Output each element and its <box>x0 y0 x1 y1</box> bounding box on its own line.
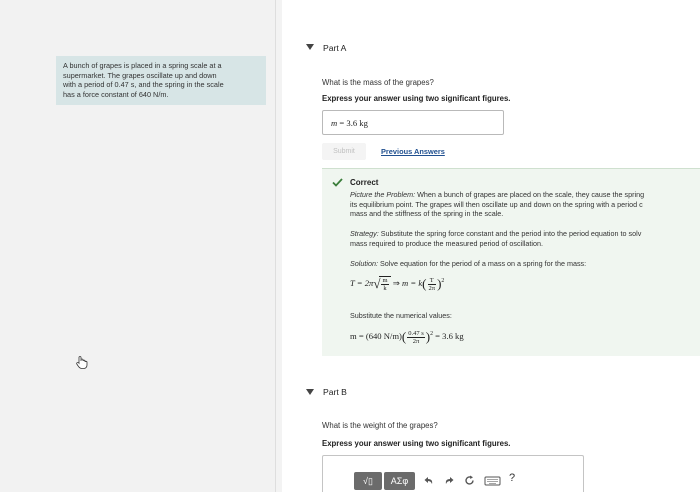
mass-calculation: m = (640 N/m)( $\frac{0.47 s}{2\pi}$ )$^2$ = 3.6 kg <box>350 329 464 345</box>
checkmark-icon <box>332 178 343 187</box>
period-equation: T = 2π√ $\frac{m}{k}$ ⇒ m = k( $\frac{T}{2\pi}$ )$^2$ <box>350 276 445 292</box>
answer-pane <box>282 0 700 492</box>
problem-line-2: supermarket. The grapes oscillate up and down <box>63 70 217 80</box>
part-b-label[interactable]: Part B <box>323 387 347 397</box>
submit-button[interactable]: Submit <box>322 143 366 160</box>
answer-variable: m <box>331 118 338 128</box>
answer-value: 3.6 <box>346 118 358 128</box>
problem-line-4: has a force constant of 640 N/m. <box>63 89 169 99</box>
correct-feedback-panel <box>322 168 700 356</box>
strategy-line-1: Strategy: Substitute the spring force constant and the period into the period equation to solv <box>350 229 642 238</box>
problem-line-3: with a period of 0.47 s, and the spring in the scale <box>63 80 224 90</box>
problem-statement <box>56 56 266 105</box>
feedback-title: Correct <box>350 178 379 187</box>
templates-button[interactable]: √▯ <box>354 472 382 490</box>
keyboard-icon[interactable] <box>484 474 501 487</box>
help-button[interactable]: ? <box>509 472 516 484</box>
substitute-line: Substitute the numerical values: <box>350 311 452 320</box>
part-a-instruction: Express your answer using two significant figures. <box>322 94 511 103</box>
symbols-button[interactable]: ΑΣφ <box>384 472 415 490</box>
part-b-instruction: Express your answer using two significant figures. <box>322 439 511 448</box>
undo-icon[interactable] <box>423 474 436 487</box>
strategy-line-2: mass required to produce the measured period of oscillation. <box>350 238 543 248</box>
answer-unit: kg <box>359 118 368 128</box>
part-a-label[interactable]: Part A <box>323 43 347 53</box>
part-a-question: What is the mass of the grapes? <box>322 78 434 87</box>
solution-line: Solution: Solve equation for the period of a mass on a spring for the mass: <box>350 259 587 268</box>
picture-problem-line-2: its equilibrium point. The grapes will then oscillate up and down on the spring with a period c <box>350 199 643 209</box>
pointer-hand-icon <box>74 354 90 370</box>
problem-line-1: A bunch of grapes is placed in a spring scale at a <box>63 61 222 70</box>
collapse-part-b-icon[interactable] <box>306 389 314 395</box>
reset-icon[interactable] <box>463 474 476 487</box>
problem-pane <box>0 0 276 492</box>
part-b-question: What is the weight of the grapes? <box>322 421 438 430</box>
redo-icon[interactable] <box>442 474 455 487</box>
part-a-answer-field[interactable] <box>322 110 504 135</box>
picture-problem-line-3: mass and the stiffness of the spring in the scale. <box>350 209 504 218</box>
answer-editor-toolbar <box>322 455 584 492</box>
picture-problem-line-1: Picture the Problem: When a bunch of grapes are placed on the scale, they cause the spring <box>350 190 645 199</box>
collapse-part-a-icon[interactable] <box>306 44 314 50</box>
answer-equals: = <box>339 118 345 128</box>
previous-answers-link[interactable]: Previous Answers <box>381 147 445 156</box>
